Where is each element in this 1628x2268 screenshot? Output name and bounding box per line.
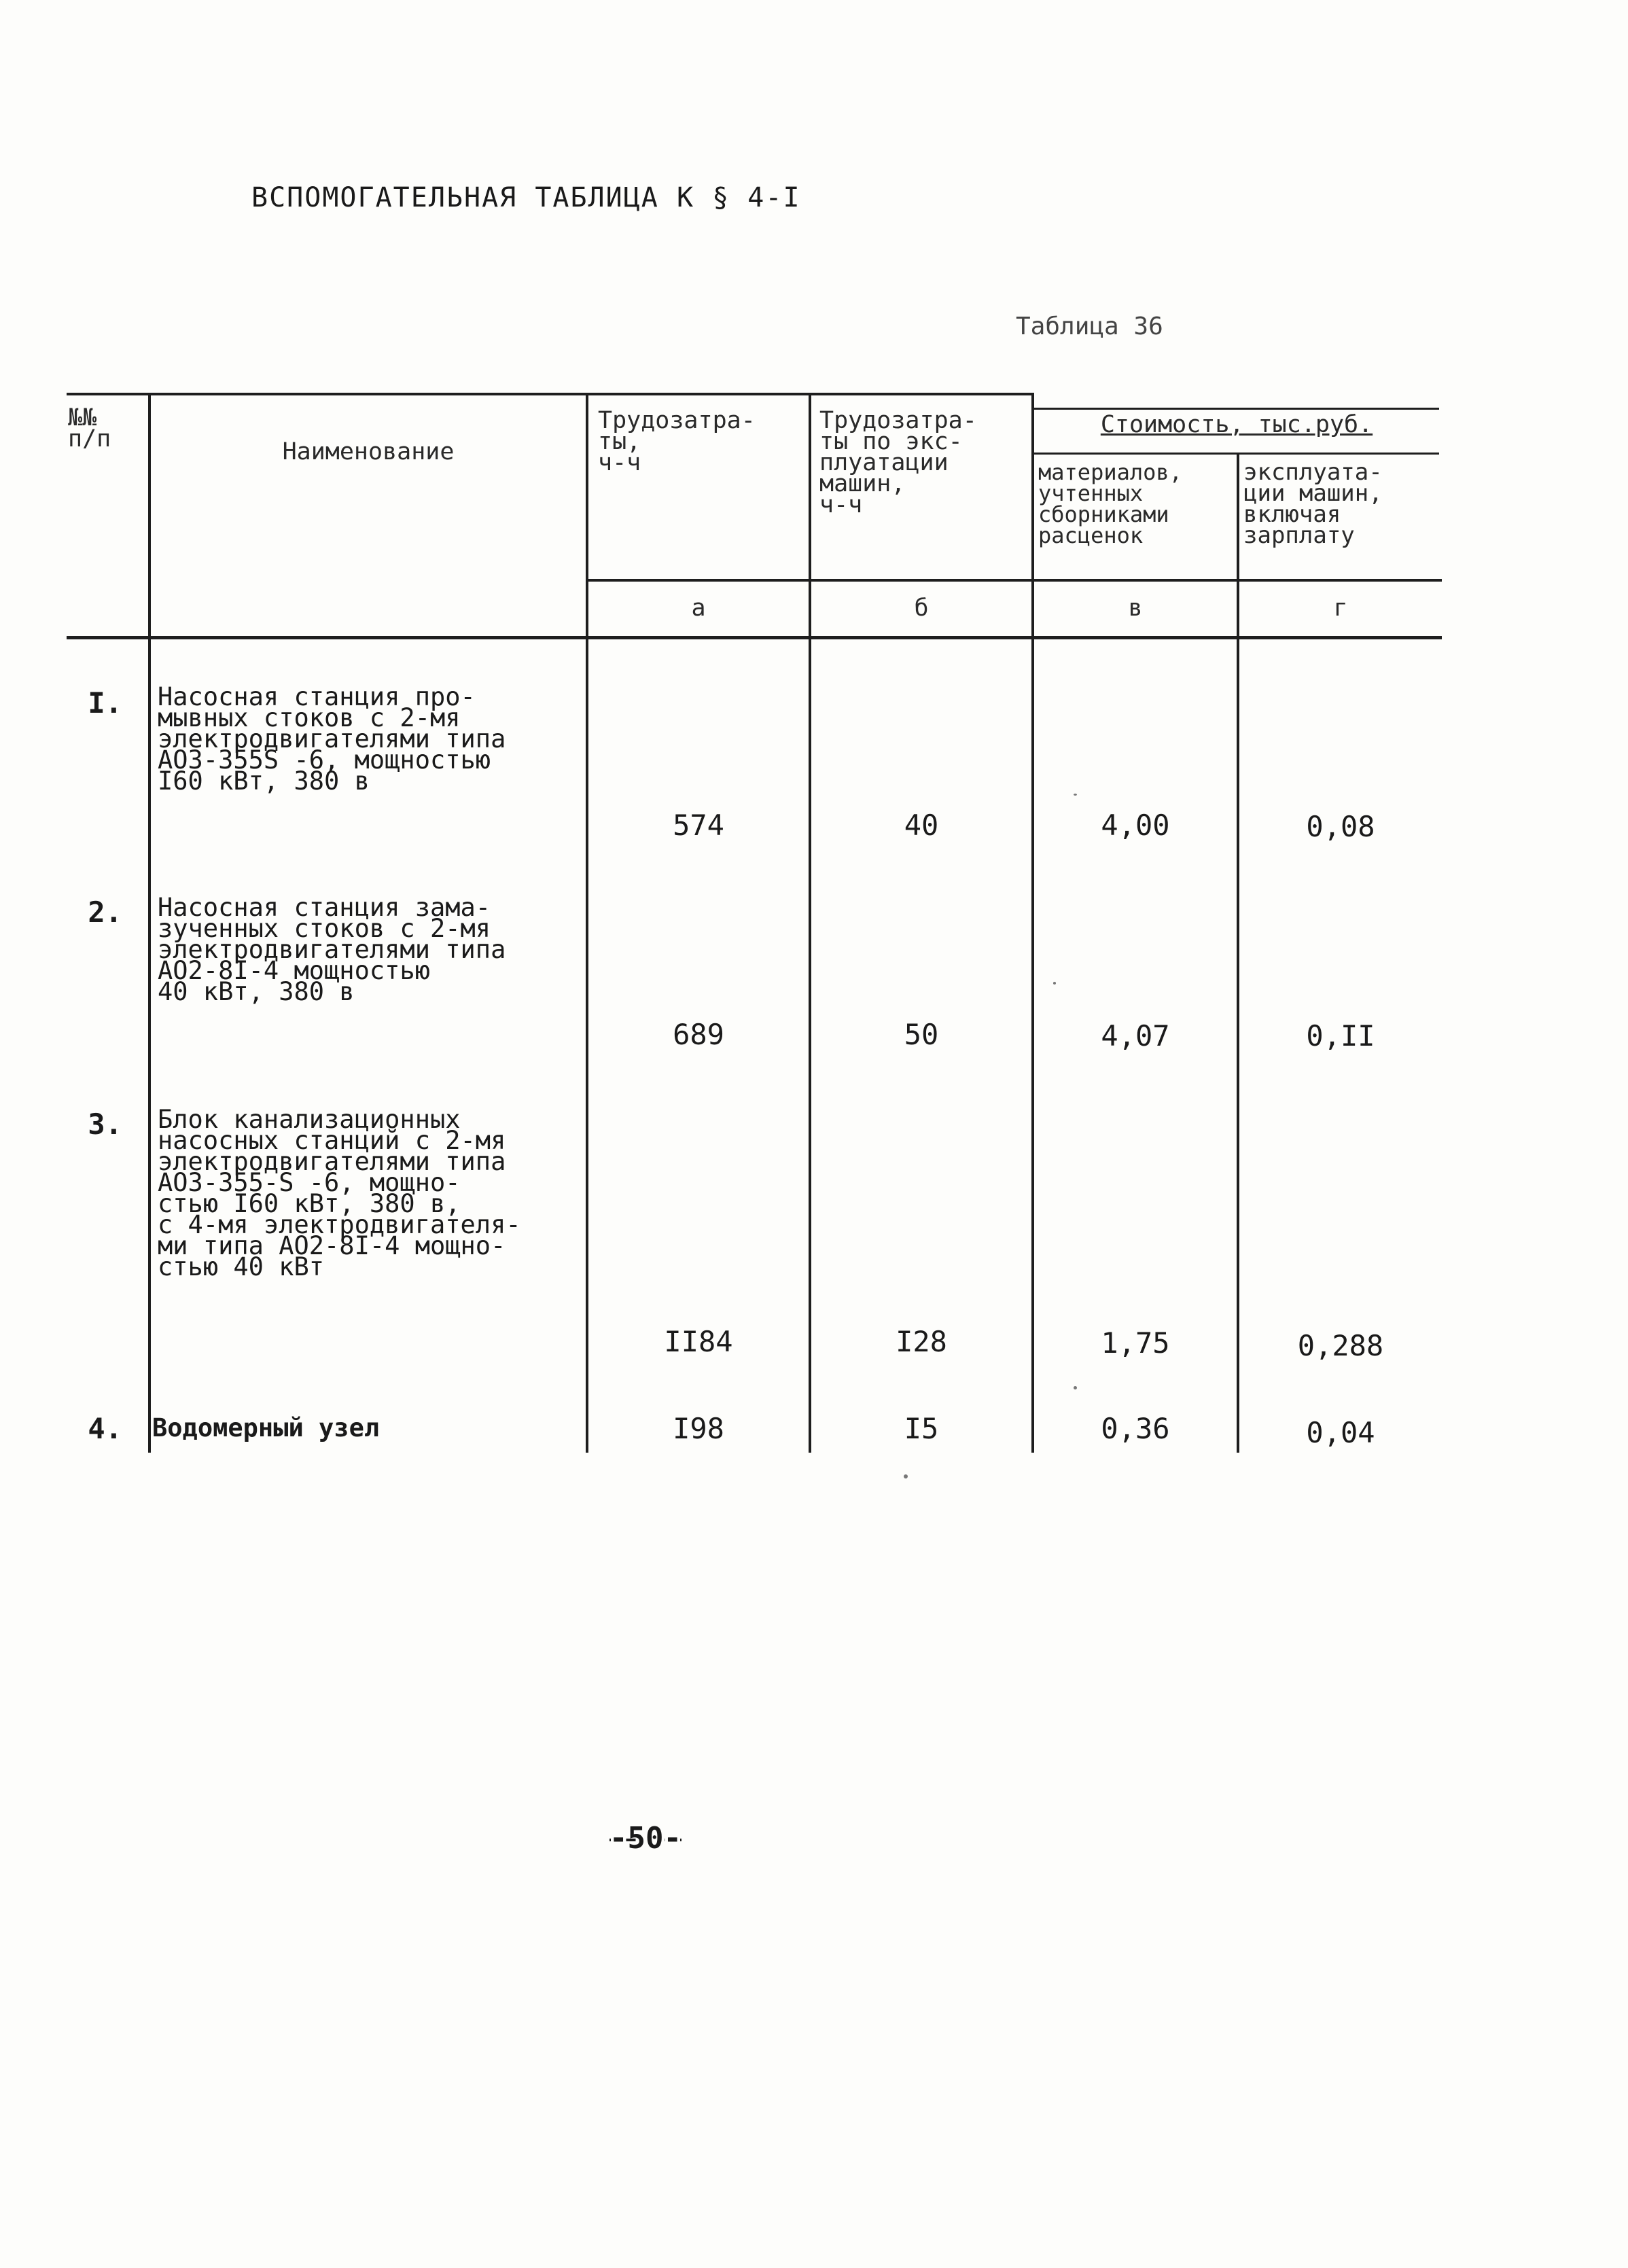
- header-labor-machines: Трудозатра- ты по экс- плуатации машин, ч-ч: [819, 407, 977, 518]
- row-3-labor-machines: I28: [896, 1325, 947, 1358]
- row-2-materials: 4,07: [1101, 1019, 1170, 1052]
- column-letter-g: г: [1333, 595, 1348, 622]
- row-1-materials: 4,00: [1101, 809, 1170, 842]
- row-3-number: 3.: [88, 1108, 122, 1141]
- column-letter-v: в: [1128, 595, 1143, 622]
- col-divider-2: [586, 393, 588, 1453]
- header-cost-group: Стоимость, тыс.руб.: [1100, 411, 1373, 438]
- scan-speck: [1074, 1386, 1077, 1389]
- scan-speck: [904, 1474, 908, 1478]
- row-2-name: Насосная станция зама- зученных стоков с 2-мя электродвигателями типа АО2-8I-4 мощностью 40 кВт, 380 в: [158, 893, 506, 1006]
- document-title: ВСПОМОГАТЕЛЬНАЯ ТАБЛИЦА К § 4-I: [251, 182, 801, 213]
- row-4-materials: 0,36: [1101, 1412, 1170, 1445]
- row-4-name: Водомерный узел: [152, 1413, 380, 1442]
- header-materials: материалов, учтенных сборниками расценок: [1038, 459, 1182, 548]
- column-letter-a: а: [691, 595, 706, 622]
- header-machines: эксплуата- ции машин, включая зарплату: [1243, 459, 1383, 549]
- col-divider-1: [148, 393, 151, 1453]
- col-divider-4: [1031, 393, 1034, 1453]
- table-number: Таблица 36: [1016, 313, 1163, 340]
- row-2-machines: 0,II: [1306, 1019, 1375, 1052]
- cost-top-border: [1031, 408, 1439, 410]
- scan-speck: [1074, 794, 1077, 796]
- row-2-number: 2.: [88, 896, 122, 929]
- row-2-labor-machines: 50: [904, 1018, 939, 1051]
- row-1-machines: 0,08: [1306, 810, 1375, 843]
- row-4-machines: 0,04: [1306, 1416, 1375, 1449]
- row-3-machines: 0,288: [1297, 1329, 1384, 1362]
- row-4-number: 4.: [88, 1412, 122, 1445]
- col-divider-3: [809, 393, 811, 1453]
- row-3-materials: 1,75: [1101, 1326, 1170, 1360]
- row-4-labor: I98: [673, 1412, 724, 1445]
- row-1-labor-machines: 40: [904, 809, 939, 842]
- row-1-labor: 574: [673, 809, 724, 842]
- table-top-border: [67, 393, 1031, 395]
- cost-group-divider: [1031, 453, 1439, 455]
- row-1-number: I.: [88, 686, 122, 720]
- header-bottom-border: [586, 579, 1442, 582]
- row-1-name: Насосная станция про- мывных стоков с 2-мя электродвигателями типа АО3-355S -6, мощностью I60 кВт, 380 в: [158, 682, 506, 796]
- letters-bottom-border: [67, 636, 1442, 639]
- header-name: Наименование: [282, 438, 455, 465]
- page-number: -50-: [609, 1821, 682, 1856]
- column-letter-b: б: [914, 595, 929, 622]
- row-3-name: Блок канализационных насосных станций с 2-мя электродвигателями типа АО3-355-S -6, мощно- стью I60 кВт, 380 в, с 4-мя электродвигателя- ми типа АО2-8I-4 мощно- стью 40 кВт: [158, 1105, 521, 1281]
- row-3-labor: II84: [664, 1325, 733, 1358]
- header-labor: Трудозатра- ты, ч-ч: [598, 407, 756, 476]
- row-4-labor-machines: I5: [904, 1412, 939, 1445]
- header-no: №№ п/п: [68, 404, 111, 453]
- scan-speck: [1053, 982, 1056, 985]
- row-2-labor: 689: [673, 1018, 724, 1051]
